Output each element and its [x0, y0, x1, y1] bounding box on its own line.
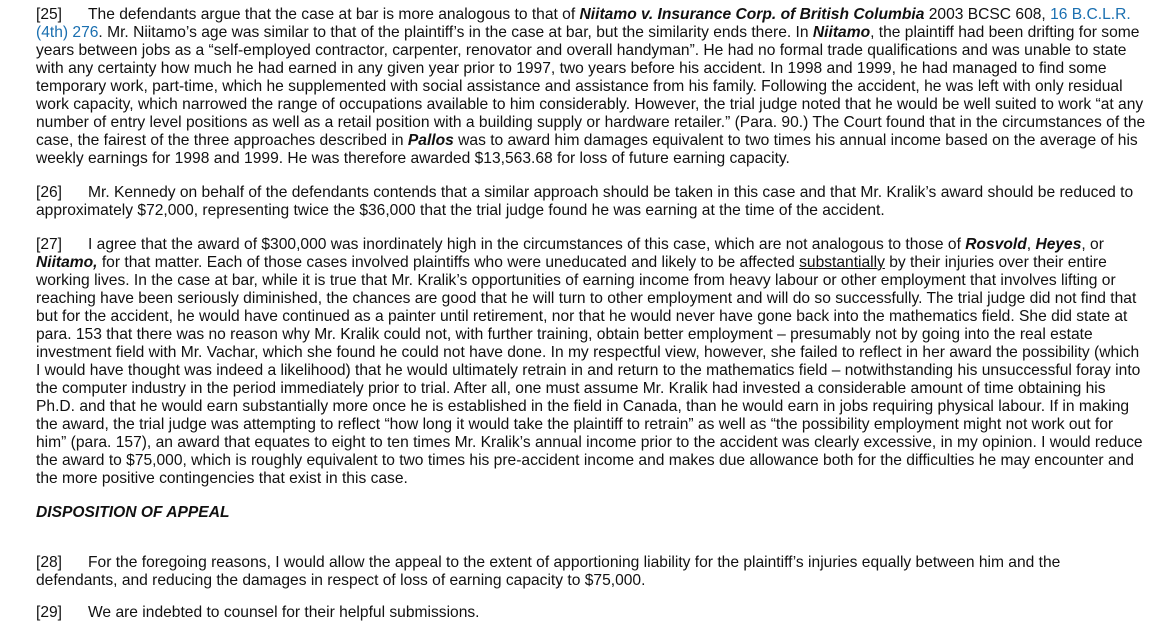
- case-name-niitamo-full: Niitamo v. Insurance Corp. of British Columbia: [579, 6, 925, 23]
- case-name-rosvold: Rosvold: [965, 236, 1027, 253]
- paragraph-26: [36, 184, 1146, 220]
- paragraph-29: [36, 604, 1146, 622]
- paragraph-text: , or: [1081, 236, 1104, 253]
- case-name-niitamo: Niitamo: [812, 24, 871, 41]
- paragraph-number: [27]: [36, 236, 63, 253]
- case-name-pallos: Pallos: [407, 132, 454, 149]
- paragraph-text: was to award him damages equivalent to two times his annual income based on the average of his weekly earnings for 1998 and 1999. He was therefore awarded $13,563.68 for loss of future earning capacity.: [36, 132, 1138, 167]
- section-heading: DISPOSITION OF APPEAL: [36, 504, 230, 521]
- paragraph-28: [36, 554, 1146, 590]
- paragraph-text: 2003 BCSC 608,: [924, 6, 1051, 23]
- paragraph-text: for that matter. Each of those cases involved plaintiffs who were uneducated and likely to be affected: [97, 254, 800, 271]
- citation-link[interactable]: 16 B.C.L.R. (4th) 276: [36, 6, 1131, 41]
- judgment-document: [36, 6, 1146, 638]
- underlined-text: substantially: [799, 254, 885, 271]
- paragraph-number: [28]: [36, 554, 63, 571]
- paragraph-text: . Mr. Niitamo’s age was similar to that of the plaintiff’s in the case at bar, but the similarity ends there. In: [98, 24, 813, 41]
- paragraph-number: [25]: [36, 6, 63, 23]
- case-name-niitamo: Niitamo,: [36, 254, 98, 271]
- paragraph-text: The defendants argue that the case at bar is more analogous to that of: [88, 6, 580, 23]
- paragraph-number: [26]: [36, 184, 63, 201]
- paragraph-27: [36, 236, 1146, 488]
- paragraph-text: ,: [1026, 236, 1036, 253]
- paragraph-number: [29]: [36, 604, 63, 621]
- paragraph-text: Mr. Kennedy on behalf of the defendants contends that a similar approach should be taken in this case and that Mr. Kralik’s award should be reduced to approximately $72,000, representing twice the $36,000 that the trial judge found he was earning at the time of the accident.: [36, 184, 1134, 219]
- paragraph-text: I agree that the award of $300,000 was inordinately high in the circumstances of this case, which are not analogous to those of: [88, 236, 966, 253]
- paragraph-text: , the plaintiff had been drifting for some years between jobs as a “self-employed contractor, carpenter, renovator and overall handyman”. He had no formal trade qualifications and was unable to state with any certainty how much he had earned in any given year prior to 1997, two years before his accident. In 1998 and 1999, he had managed to find some temporary work, part-time, which he supplemented with social assistance and assistance from his family. Following the accident, he was left with only residual work capacity, which narrowed the range of occupations available to him considerably. However, the trial judge noted that he would be well suited to work “at any number of entry level positions as well as a retail position with a building supply or hardware retailer.” (Para. 90.) The Court found that in the circumstances of the case, the fairest of the three approaches described in: [36, 24, 1146, 149]
- paragraph-text: We are indebted to counsel for their helpful submissions.: [88, 604, 480, 621]
- case-name-heyes: Heyes: [1035, 236, 1082, 253]
- paragraph-25: [36, 6, 1146, 168]
- paragraph-text: by their injuries over their entire working lives. In the case at bar, while it is true that Mr. Kralik’s opportunities of earning income from heavy labour or other employment that involves lifting or reaching have been seriously diminished, the chances are good that he will turn to other employment and will do so successfully. The trial judge did not find that but for the accident, he would have continued as a painter until retirement, nor that he would never have gone back into the mathematics field. She did state at para. 153 that there was no reason why Mr. Kralik could not, with further training, obtain better employment – presumably not by going into the real estate investment field with Mr. Vachar, which she found he could not have done. In my respectful view, however, she failed to reflect in her award the possibility (which I would have thought was indeed a likelihood) that he would ultimately retrain in and return to the mathematics field – notwithstanding his unsuccessful foray into the computer industry in the period immediately prior to trial. After all, one must assume Mr. Kralik had invested a considerable amount of time obtaining his Ph.D. and that he would earn substantially more once he is established in the field in Canada, than he would earn in jobs requiring physical labour. If in making the award, the trial judge was attempting to reflect “how long it would take the plaintiff to retrain” as well as “the possibility employment might not work out for him” (para. 157), an award that equates to eight to ten times Mr. Kralik’s annual income prior to the accident was clearly excessive, in my opinion. I would reduce the award to $75,000, which is roughly equivalent to two times his pre-accident income and makes due allowance both for the difficulties he may encounter and the more positive contingencies that exist in this case.: [36, 254, 1143, 487]
- paragraph-text: For the foregoing reasons, I would allow the appeal to the extent of apportioning liability for the plaintiff’s injuries equally between him and the defendants, and reducing the damages in respect of loss of earning capacity to $75,000.: [36, 554, 1061, 589]
